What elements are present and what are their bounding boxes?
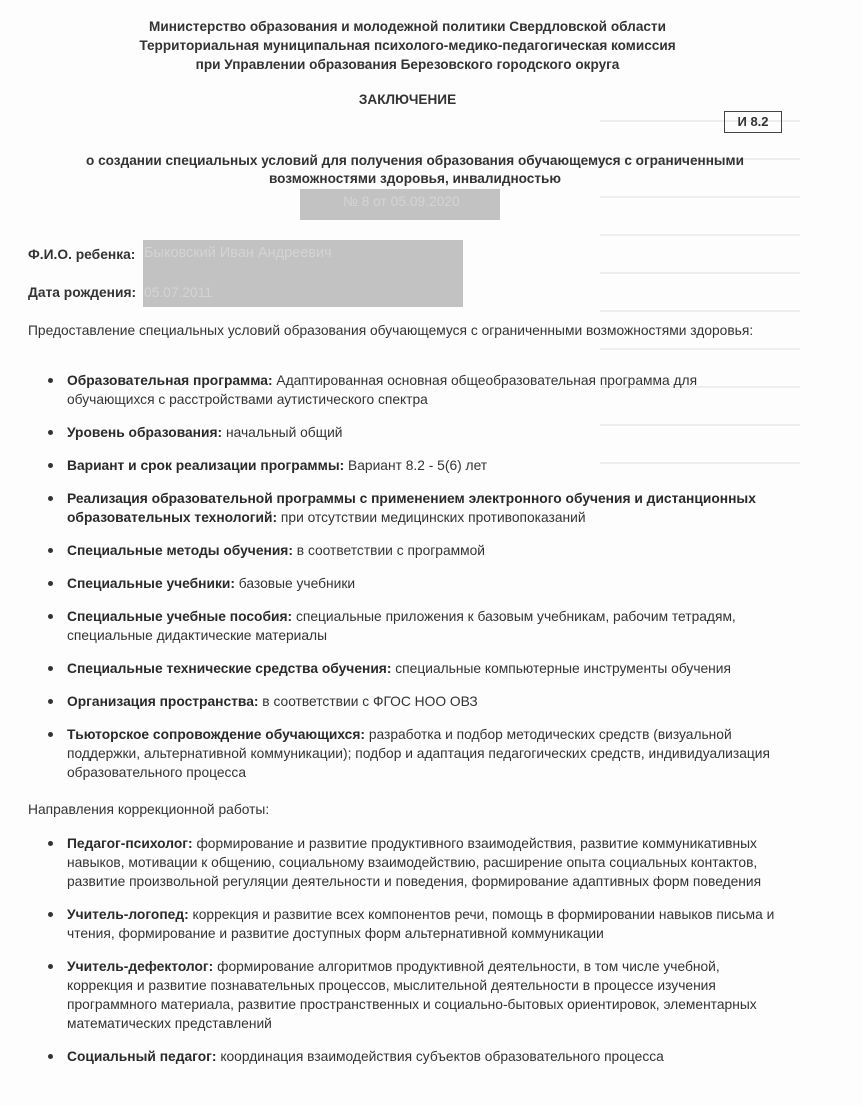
list-item: Социальный педагог: координация взаимодействия субъектов образовательного процесса <box>48 1047 788 1066</box>
list-item: Тьюторское сопровождение обучающихся: разработка и подбор методических средств (визуальной поддержки, альтернативной коммуникации); подбор и адаптация педагогических средств, индивидуализация образовательного процесса <box>48 725 788 782</box>
document-subject <box>20 152 810 188</box>
list-item: Реализация образовательной программы с применением электронного обучения и дистанционных образовательных технологий: при отсутствии медицинских противопоказаний <box>48 489 788 527</box>
child-name-label: Ф.И.О. ребенка: <box>28 247 136 262</box>
list-item: Специальные учебники: базовые учебники <box>48 574 788 593</box>
list-item: Учитель-логопед: коррекция и развитие всех компонентов речи, помощь в формировании навыков письма и чтения, формирование и развитие доступных форм альтернативной коммуникации <box>48 905 788 943</box>
header-commission: Территориальная муниципальная психолого-медико-педагогическая комиссия <box>139 38 676 53</box>
list-item: Образовательная программа: Адаптированная основная общеобразовательная программа для обучающихся с расстройствами аутистического спектра <box>48 371 788 409</box>
conditions-intro: Предоставление специальных условий образования обучающемуся с ограниченными возможностями здоровья: <box>28 323 754 338</box>
birth-date-value: 05.07.2011 <box>144 285 213 300</box>
list-item: Вариант и срок реализации программы: Вариант 8.2 - 5(6) лет <box>48 456 788 475</box>
list-item: Специальные методы обучения: в соответствии с программой <box>48 541 788 560</box>
organization-header <box>0 17 815 74</box>
conditions-list <box>48 371 788 796</box>
list-item: Организация пространства: в соответствии с ФГОС НОО ОВЗ <box>48 692 788 711</box>
document-code-box: И 8.2 <box>724 111 782 133</box>
subject-line-1: о создании специальных условий для получения образования обучающемуся с ограниченными <box>86 153 744 168</box>
document-title: ЗАКЛЮЧЕНИЕ <box>358 92 457 107</box>
subject-line-2: возможностями здоровья, инвалидностью <box>269 171 561 186</box>
list-item: Педагог-психолог: формирование и развитие продуктивного взаимодействия, развитие коммуникативных навыков, мотивации к общению, социальному взаимодействию, расширение опыта социальных контактов, развитие произвольной регуляции деятельности и поведения, формирование адаптивных форм поведения <box>48 834 788 891</box>
list-item: Учитель-дефектолог: формирование алгоритмов продуктивной деятельности, в том числе учебной, коррекция и развитие познавательных процессов, мыслительной деятельности в процессе изучения программного материала, развитие пространственных и социально-бытовых ориентировок, элементарных математических представлений <box>48 957 788 1033</box>
child-name-value: Быковский Иван Андреевич <box>144 245 332 261</box>
directions-list <box>48 834 788 1080</box>
header-ministry: Министерство образования и молодежной политики Свердловской области <box>149 19 666 34</box>
birth-date-label: Дата рождения: <box>28 285 137 300</box>
list-item: Специальные учебные пособия: специальные приложения к базовым учебникам, рабочим тетрадям, специальные дидактические материалы <box>48 607 788 645</box>
header-department: при Управлении образования Березовского городского округа <box>195 57 620 72</box>
list-item: Специальные технические средства обучения: специальные компьютерные инструменты обучения <box>48 659 788 678</box>
list-item: Уровень образования: начальный общий <box>48 423 788 442</box>
directions-title: Направления коррекционной работы: <box>28 802 270 817</box>
doc-number: № 8 от 05.09.2020 <box>343 194 460 209</box>
